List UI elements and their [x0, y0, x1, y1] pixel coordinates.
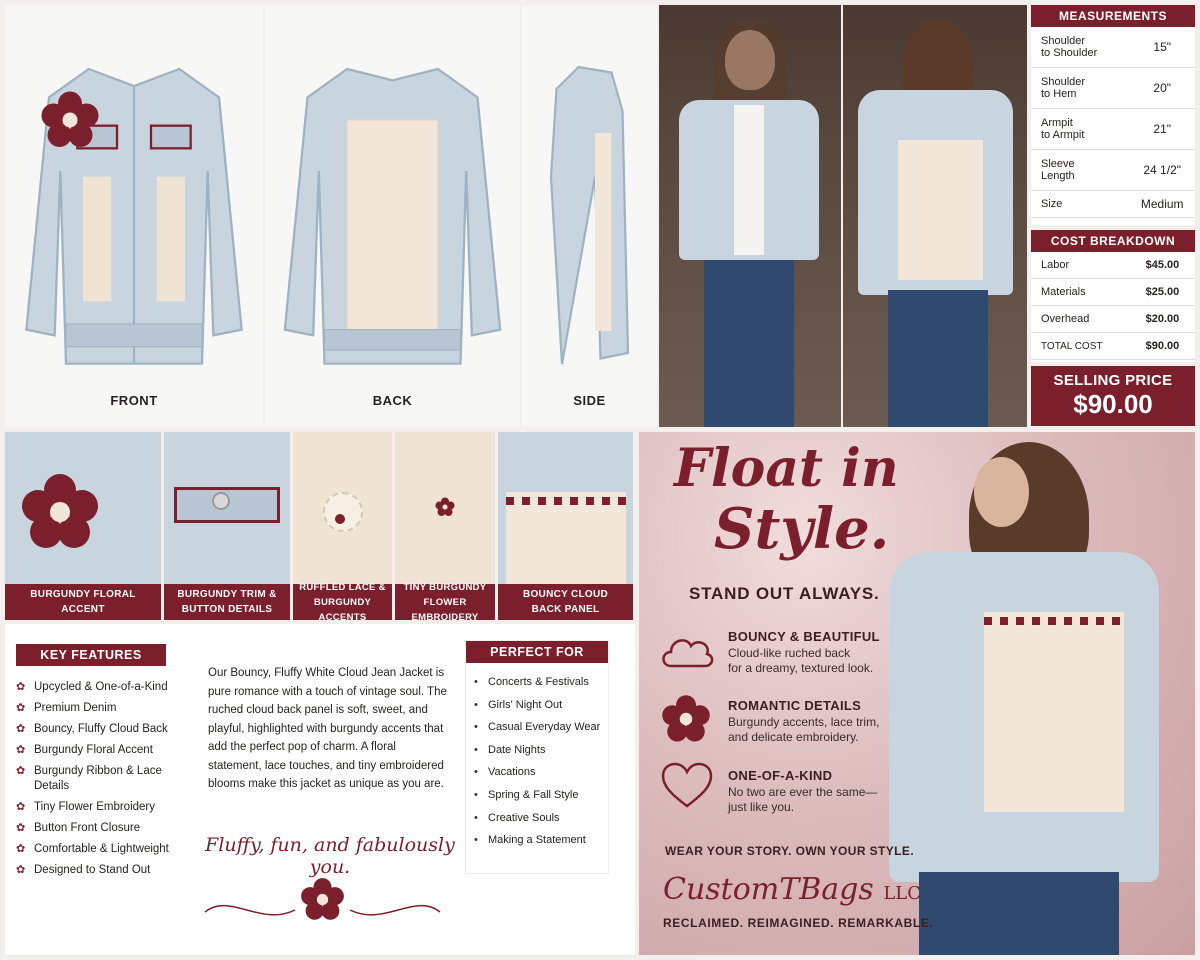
flourish-flower-icon	[200, 872, 445, 932]
jacket-front-image	[10, 35, 258, 375]
table-row	[1031, 252, 1195, 279]
list-item: ✿ Bouncy, Fluffy Cloud Back	[16, 722, 191, 737]
burgundy-flower-icon	[20, 472, 100, 552]
ad-feature-title: BOUNCY & BEAUTIFUL	[728, 629, 880, 644]
list-item: ✿ Button Front Closure	[16, 821, 191, 836]
cost-table	[1031, 252, 1195, 360]
jacket-side-image	[532, 45, 647, 375]
list-item: • Making a Statement	[470, 833, 608, 849]
ad-slogan: RECLAIMED. REIMAGINED. REMARKABLE.	[663, 916, 934, 930]
list-item: • Concerts & Festivals	[470, 675, 608, 691]
detail-floral-accent	[5, 432, 161, 620]
list-item: • Girls' Night Out	[470, 698, 608, 714]
detail-ruffled-lace	[293, 432, 392, 620]
list-item: • Date Nights	[470, 743, 608, 759]
model-back-photo	[843, 5, 1027, 427]
measure-value: 21"	[1129, 109, 1195, 150]
measurements-panel	[1031, 5, 1195, 225]
view-label-back: BACK	[372, 393, 413, 408]
flower-icon	[661, 694, 711, 744]
model-front-photo	[659, 5, 841, 427]
ad-subhead: STAND OUT ALWAYS.	[689, 584, 880, 603]
measure-value: Medium	[1129, 191, 1195, 218]
selling-price-box	[1031, 366, 1195, 426]
table-row	[1031, 279, 1195, 306]
perfect-for-panel	[465, 640, 609, 874]
list-item: ✿ Premium Denim	[16, 701, 191, 716]
list-item: • Spring & Fall Style	[470, 788, 608, 804]
table-row	[1031, 109, 1195, 150]
perfect-for-list	[466, 675, 608, 849]
detail-label: TINY BURGUNDY FLOWER EMBROIDERY	[395, 584, 495, 620]
detail-label: BURGUNDY TRIM & BUTTON DETAILS	[164, 584, 290, 620]
cloud-icon	[659, 630, 715, 672]
view-label-side: SIDE	[573, 393, 606, 408]
measure-value: 15"	[1129, 27, 1195, 68]
cost-header: COST BREAKDOWN	[1031, 230, 1195, 252]
list-item: • Casual Everyday Wear	[470, 720, 608, 736]
cost-panel	[1031, 230, 1195, 362]
product-description: Our Bouncy, Fluffy White Cloud Jean Jacket is pure romance with a touch of vintage soul. The ruched cloud back panel is soft, sweet, and playful, highlighted with burgundy accents that add the perfect pop of charm. A floral statement, lace touches, and tiny embroidered blooms make this jacket as unique as you are.	[208, 667, 447, 790]
measure-label: Sleeve	[1041, 158, 1075, 170]
table-row	[1031, 27, 1195, 68]
perfect-for-header: PERFECT FOR	[466, 641, 608, 663]
measure-label: Shoulder	[1041, 76, 1086, 88]
list-item: • Creative Souls	[470, 811, 608, 827]
cost-value: $90.00	[1130, 333, 1195, 360]
cost-label: Labor	[1031, 252, 1130, 279]
table-row	[1031, 150, 1195, 191]
cost-label: Overhead	[1031, 306, 1130, 333]
measure-value: 24 1/2"	[1129, 150, 1195, 191]
table-row	[1031, 306, 1195, 333]
detail-label: BURGUNDY FLORAL ACCENT	[5, 584, 161, 620]
list-item: ✿ Comfortable & Lightweight	[16, 842, 191, 857]
measurements-header: MEASUREMENTS	[1031, 5, 1195, 27]
measure-label: to Shoulder	[1041, 47, 1098, 59]
ad-feature-title: ROMANTIC DETAILS	[728, 698, 862, 713]
table-row	[1031, 191, 1195, 218]
button-icon	[212, 492, 230, 510]
ad-story: WEAR YOUR STORY. OWN YOUR STYLE.	[665, 844, 915, 858]
measure-label: Shoulder	[1041, 35, 1086, 47]
ad-feature-body: Cloud-like ruched back for a dreamy, textured look.	[728, 646, 874, 675]
detail-cloud-panel	[498, 432, 633, 620]
measure-label: to Armpit	[1041, 129, 1085, 141]
ad-feature-body: Burgundy accents, lace trim, and delicate embroidery.	[728, 715, 880, 744]
measure-value: 20"	[1129, 68, 1195, 109]
list-item: • Vacations	[470, 765, 608, 781]
detail-label: BOUNCY CLOUD BACK PANEL	[498, 584, 633, 620]
measure-label: Armpit	[1041, 117, 1073, 129]
side-view-panel	[522, 5, 657, 427]
ad-feature-title: ONE-OF-A-KIND	[728, 768, 833, 783]
cost-label: TOTAL COST	[1031, 333, 1130, 360]
list-item: ✿ Designed to Stand Out	[16, 863, 191, 878]
ad-feature-body: No two are ever the same— just like you.	[728, 785, 878, 814]
key-features-header: KEY FEATURES	[16, 644, 166, 666]
burgundy-flower-icon	[40, 90, 100, 150]
list-item: ✿ Upcycled & One-of-a-Kind	[16, 680, 191, 695]
key-features-list	[16, 680, 191, 884]
cost-value: $25.00	[1130, 279, 1195, 306]
cost-value: $20.00	[1130, 306, 1195, 333]
measurements-table	[1031, 27, 1195, 218]
heart-icon	[661, 762, 713, 810]
measure-label: to Hem	[1041, 88, 1077, 100]
selling-price-label: SELLING PRICE	[1053, 372, 1173, 389]
ad-headline-line1: Float in	[674, 438, 899, 499]
detail-trim-buttons	[164, 432, 290, 620]
ad-panel	[639, 432, 1195, 955]
detail-embroidery	[395, 432, 495, 620]
view-label-front: FRONT	[110, 393, 158, 408]
ad-brand: CustomTBags LLC	[663, 872, 922, 907]
list-item: ✿ Burgundy Floral Accent	[16, 743, 191, 758]
jacket-back-image	[270, 35, 515, 375]
front-view-panel	[5, 5, 263, 427]
list-item: ✿ Tiny Flower Embroidery	[16, 800, 191, 815]
selling-price-value: $90.00	[1073, 389, 1153, 419]
ad-headline-line2: Style.	[714, 496, 890, 562]
cost-value: $45.00	[1130, 252, 1195, 279]
back-view-panel	[265, 5, 520, 427]
measure-label: Size	[1041, 198, 1063, 210]
list-item: ✿ Burgundy Ribbon & Lace Details	[16, 764, 191, 794]
cost-label: Materials	[1031, 279, 1130, 306]
detail-label: RUFFLED LACE & BURGUNDY ACCENTS	[293, 584, 392, 620]
table-row	[1031, 333, 1195, 360]
measure-label: Length	[1041, 170, 1075, 182]
table-row	[1031, 68, 1195, 109]
script-tagline: Fluffy, fun, and fabulously you.	[205, 834, 455, 878]
tiny-flower-icon	[435, 497, 455, 517]
